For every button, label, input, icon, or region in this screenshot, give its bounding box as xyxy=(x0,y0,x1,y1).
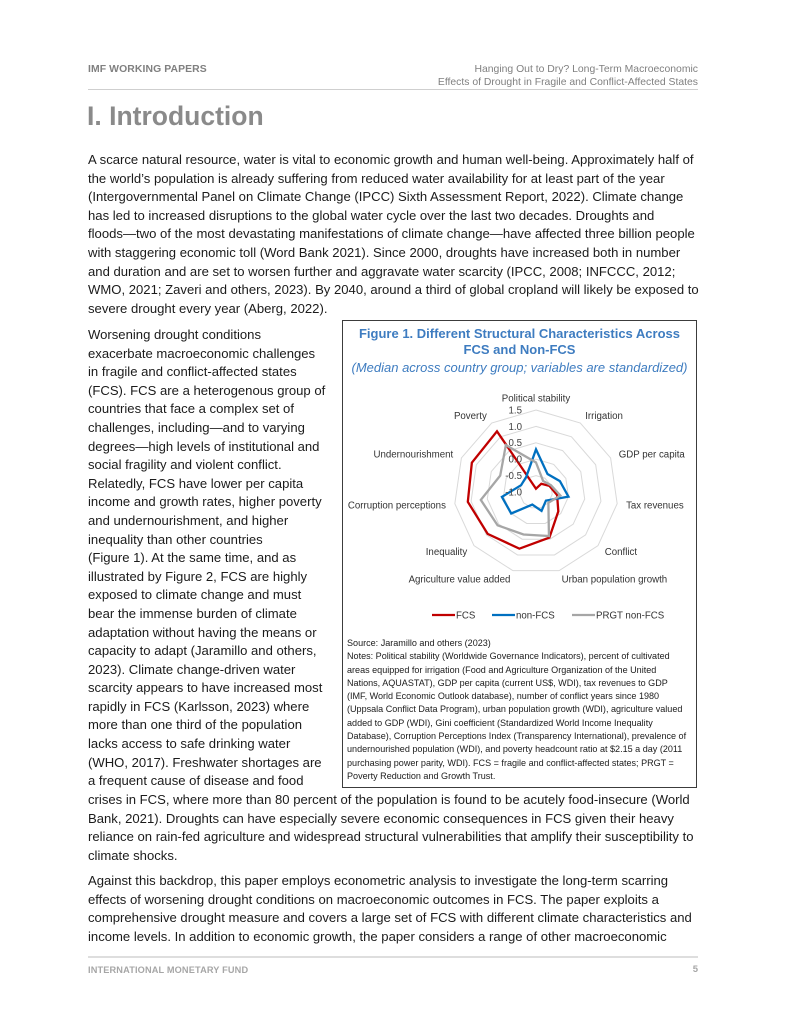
chart-legend xyxy=(432,610,665,621)
paragraph-3 xyxy=(88,872,692,946)
legend-item-prgt-non-fcs xyxy=(572,610,665,621)
figure-1-box xyxy=(342,320,697,788)
legend-label: FCS xyxy=(456,610,476,622)
radial-tick-label: -1.0 xyxy=(505,487,522,499)
notes-line: added to GDP (WDI), Gini coefficient (Standardized World Income Inequality xyxy=(347,717,653,728)
section-title: I. Introduction xyxy=(87,101,264,131)
text-line: reliance on rain-fed agriculture and widespread structural vulnerabilities that amplify their susceptibility to xyxy=(88,829,694,845)
text-line: adaptation without having the means or xyxy=(88,624,317,640)
axis-label-tax-revenues: Tax revenues xyxy=(626,500,684,512)
text-line: illustrated by Figure 2, FCS are highly xyxy=(88,568,308,584)
text-line: in fragile and conflict-affected states xyxy=(88,364,297,380)
running-header-series: IMF WORKING PAPERS xyxy=(88,64,207,75)
text-line: climate shocks. xyxy=(88,847,178,863)
text-line: A scarce natural resource, water is vital to economic growth and human well-being. Approximately half of xyxy=(88,152,694,167)
text-line: and undernourishment, and higher xyxy=(88,512,289,528)
axis-label-irrigation: Irrigation xyxy=(585,410,623,422)
text-line: income levels. In addition to economic growth, the paper considers a range of other macroeconomic xyxy=(88,928,667,944)
paragraph-2-continuation xyxy=(88,791,694,865)
paragraph-1 xyxy=(88,151,699,318)
axis-label-urban-population-growth: Urban population growth xyxy=(561,574,668,586)
legend-label: non-FCS xyxy=(516,610,555,622)
text-line: Against this backdrop, this paper employs econometric analysis to investigate the long-term scarring xyxy=(88,873,669,888)
text-line: (Figure 1). At the same time, and as xyxy=(88,550,297,566)
radial-tick-label: 0.5 xyxy=(508,438,522,450)
text-line: exposed to climate change and must xyxy=(88,587,302,603)
notes-line: areas equipped for irrigation (Food and Agriculture Organization of the United xyxy=(347,664,657,675)
figure-source: Source: Jaramillo and others (2023) xyxy=(347,638,491,648)
radial-tick-label: 1.0 xyxy=(508,421,522,433)
text-line: (FCS). FCS are a heterogenous group of xyxy=(88,382,326,398)
notes-line: (Uppsala Conflict Data Program), urban population growth (WDI), agriculture valued xyxy=(347,704,683,715)
notes-line: undernourished population (WDI), and poverty headcount ratio at $2.15 a day (2011 xyxy=(347,744,683,755)
radial-tick-label: -0.5 xyxy=(505,471,522,482)
text-line: severe drought every year (Aberg, 2022). xyxy=(88,300,328,316)
axis-label-political-stability: Political stability xyxy=(501,393,571,405)
notes-line: purchasing power parity, WDI). FCS = fragile and conflict-affected states; PRGT = xyxy=(347,757,674,768)
text-line: Relatedly, FCS have lower per capita xyxy=(88,475,304,491)
notes-line: Nations, AQUASTAT), GDP per capita (current US$, WDI), tax revenues to GD​P xyxy=(347,677,668,688)
notes-line: Notes: Political stability (Worldwide Governance Indicators), percent of cultivated xyxy=(347,651,670,662)
header-divider xyxy=(88,89,698,90)
figure-subtitle: (Median across country group; variables are standardized) xyxy=(351,360,688,375)
radial-tick-label: 0.0 xyxy=(508,454,522,466)
text-line: bear the immense burden of climate xyxy=(88,605,297,621)
footer-organization: INTERNATIONAL MONETARY FUND xyxy=(88,965,249,975)
notes-line: Database), Corruption Perceptions Index (Transparency International), prevalence of xyxy=(347,731,687,742)
text-line: rapidly in FCS (Karlsson, 2023) where xyxy=(88,698,310,714)
text-line: WMO, 2021; Zaveri and others, 2023). By 2040, around a third of global cropland will likely be exposed to xyxy=(88,282,699,298)
axis-label-corruption-perceptions: Corruption perceptions xyxy=(347,500,446,512)
text-line: social fragility and violent conflict. xyxy=(88,457,282,473)
axis-label-inequality: Inequality xyxy=(425,546,468,558)
axis-label-gdp-per-capita: GDP per capita xyxy=(618,449,685,461)
text-line: more than one third of the population xyxy=(88,717,303,733)
text-line: floods—two of the most devastating manifestations of climate change—have affected three billion people xyxy=(88,226,695,242)
text-line: and duration and are set to worsen further and aggravate water scarcity (IPCC, 2008; INFCCC, 2012; xyxy=(88,263,676,279)
text-line: comprehensive drought measure and covers a large set of FCS with different climate characteristics and xyxy=(88,910,692,926)
text-line: with staggering economic toll (Word Bank 2021). Since 2000, droughts have increased both in number xyxy=(88,244,681,260)
text-line: (WHO, 2017). Freshwater shortages are xyxy=(88,754,322,770)
running-header-title-line: Effects of Drought in Fragile and Conflict-Affected States xyxy=(437,76,698,88)
legend-item-non-fcs xyxy=(492,610,555,621)
axis-label-conflict: Conflict xyxy=(604,546,638,558)
radar-ring xyxy=(487,443,584,539)
text-line: effects of worsening drought conditions on macroeconomic outcomes in FCS. The paper exploits a xyxy=(88,891,659,907)
figure-notes xyxy=(347,637,686,783)
text-line: countries that face a complex set of xyxy=(88,401,294,417)
radar-ring xyxy=(455,410,617,571)
text-line: capacity to adapt (Jaramillo and others, xyxy=(88,643,317,659)
figure-title-line: FCS and Non-FCS xyxy=(463,342,576,357)
legend-label: PRGT non-FCS xyxy=(596,610,665,622)
text-line: (Intergovernmental Panel on Climate Change (IPCC) Sixth Assessment Report, 2022). Climate change xyxy=(88,189,684,205)
running-header-title-line: Hanging Out to Dry? Long-Term Macroeconomic xyxy=(474,64,698,75)
figure-title-line: Figure 1. Different Structural Characteristics Across xyxy=(358,326,680,341)
text-line: challenges, including—and to varying xyxy=(88,419,305,435)
text-line: a frequent cause of disease and food xyxy=(88,773,304,789)
text-line: scarcity appears to have increased most xyxy=(88,680,323,696)
text-line: degrees—high levels of institutional and xyxy=(88,438,320,454)
radial-tick-label: 1.5 xyxy=(508,405,522,417)
text-line: has led to increased disruptions to the global water cycle over the last two decades. Droughts and xyxy=(88,207,655,223)
notes-line: Poverty Reduction and Growth Trust. xyxy=(347,770,496,781)
radar-gridlines xyxy=(455,410,617,571)
text-line: Worsening drought conditions xyxy=(88,327,261,342)
text-line: lacks access to safe drinking water xyxy=(88,736,291,752)
text-line: income and growth rates, higher poverty xyxy=(88,494,322,510)
text-line: crises in FCS, where more than 80 percent of the population is found to be acutely food-insecure (World xyxy=(88,792,690,807)
axis-label-agriculture-value-added: Agriculture value added xyxy=(408,574,511,586)
notes-line: (IMF, World Economic Outlook database), number of conflict years since 1980 xyxy=(347,691,660,702)
text-line: inequality than other countries xyxy=(88,531,263,547)
text-line: exacerbate macroeconomic challenges xyxy=(88,345,316,361)
axis-label-poverty: Poverty xyxy=(453,410,487,422)
text-line: the world’s population is already suffering from reduced water availability for at least part of the year xyxy=(88,170,665,186)
running-header-paper-title xyxy=(438,64,698,89)
text-line: Bank, 2021). Droughts can have especially severe economic consequences in FCS given their heavy xyxy=(88,810,674,826)
axis-label-undernourishment: Undernourishment xyxy=(373,449,454,461)
footer-divider xyxy=(88,956,698,958)
paragraph-2-column xyxy=(88,326,325,791)
text-line: 2023). Climate change-driven water xyxy=(88,661,296,677)
legend-item-fcs xyxy=(432,610,476,621)
page-number: 5 xyxy=(692,964,698,975)
